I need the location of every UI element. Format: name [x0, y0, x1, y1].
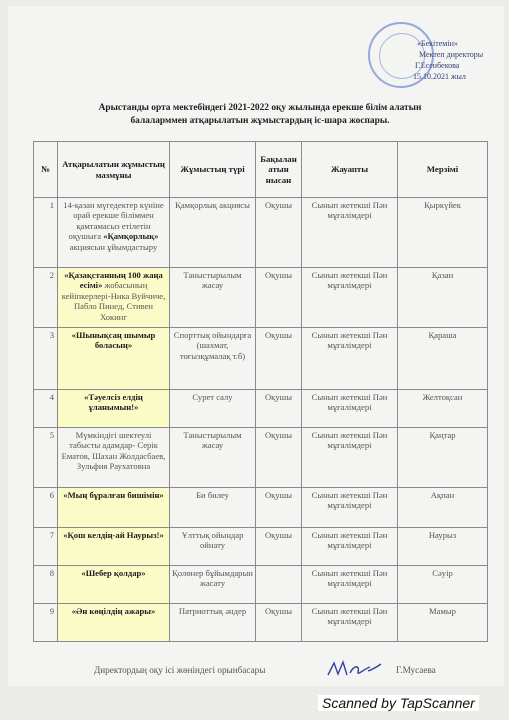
signer-position: Директордың оқу ісі жөніндегі орынбасары [94, 665, 266, 675]
table-row [34, 268, 488, 328]
header-control: Бақылан атын нысан [256, 142, 302, 198]
row-responsible: Сынып жетекші Пән мұғалімдері [302, 198, 398, 268]
approval-block [375, 38, 485, 82]
title-line: балаларммен атқарылатын жұмыстардың іс-шара жоспары. [130, 116, 390, 126]
row-type: Ұлттық ойындар ойнату [170, 528, 256, 566]
table-row [34, 390, 488, 428]
row-content: Мүмкіндігі шектеулі табысты адамдар- Серік Ематов, Шахан Жолдасбаев, Зульфия Раухатовна [58, 428, 170, 488]
row-content: «Шебер қолдар» [58, 566, 170, 604]
title-line: Арыстанды орта мектебіндегі 2021-2022 оқу жылында ерекше білім алатын [98, 103, 422, 113]
row-responsible: Сынып жетекші Пән мұғалімдері [302, 268, 398, 328]
approval-line: «Бекітемін» [417, 39, 458, 48]
scanner-watermark: Scanned by TapScanner [318, 695, 479, 711]
table-header-row [34, 142, 488, 198]
row-content: «Мың бұралған бишімін» [58, 488, 170, 528]
row-deadline: Қараша [398, 328, 488, 390]
row-number: 4 [34, 390, 58, 428]
approval-line: Г.Есенбекова [415, 61, 460, 70]
row-content: «Қазақстанның 100 жаңа есімі» жобасының кейіпкерлері-Ника Вуйчиче, Пабло Пинед, Стивен Хокинг [58, 268, 170, 328]
row-deadline: Қыркүйек [398, 198, 488, 268]
row-control [256, 566, 302, 604]
row-content: «Қош келдің-ай Наурыз!» [58, 528, 170, 566]
row-type: Би билеу [170, 488, 256, 528]
table-row [34, 428, 488, 488]
row-type: Таныстырылым жасау [170, 268, 256, 328]
approval-line: 15.10.2021 жыл [413, 72, 466, 81]
row-control: Оқушы [256, 488, 302, 528]
table-row [34, 528, 488, 566]
row-number: 9 [34, 604, 58, 642]
row-responsible: Сынып жетекші Пән мұғалімдері [302, 428, 398, 488]
row-deadline: Қазан [398, 268, 488, 328]
row-content: «Ән көңілдің ажары» [58, 604, 170, 642]
row-control: Оқушы [256, 428, 302, 488]
row-number: 8 [34, 566, 58, 604]
row-deadline: Қаңтар [398, 428, 488, 488]
row-responsible: Сынып жетекші Пән мұғалімдері [302, 488, 398, 528]
document-title [40, 102, 480, 128]
row-type: Патриоттық әндер [170, 604, 256, 642]
row-deadline: Сәуір [398, 566, 488, 604]
row-responsible: Сынып жетекші Пән мұғалімдері [302, 566, 398, 604]
table-row [34, 198, 488, 268]
row-number: 5 [34, 428, 58, 488]
row-control: Оқушы [256, 328, 302, 390]
row-type: Қамқорлық акциясы [170, 198, 256, 268]
row-content: «Тәуелсіз елдің ұланымын!» [58, 390, 170, 428]
row-deadline: Ақпан [398, 488, 488, 528]
row-number: 1 [34, 198, 58, 268]
table-row [34, 328, 488, 390]
table-row [34, 488, 488, 528]
header-number: № [34, 142, 58, 198]
activity-plan-table [33, 141, 488, 642]
row-control: Оқушы [256, 604, 302, 642]
row-control: Оқушы [256, 528, 302, 566]
row-control: Оқушы [256, 268, 302, 328]
row-responsible: Сынып жетекші Пән мұғалімдері [302, 528, 398, 566]
row-deadline: Желтоқсан [398, 390, 488, 428]
row-type: Қолөнер бұйымдарын жасату [170, 566, 256, 604]
row-responsible: Сынып жетекші Пән мұғалімдері [302, 328, 398, 390]
row-type: Сурет салу [170, 390, 256, 428]
row-content: «Шынықсаң шымыр боласың» [58, 328, 170, 390]
header-content: Атқарылатын жұмыстың мазмұны [58, 142, 170, 198]
row-number: 2 [34, 268, 58, 328]
approval-line: Мектеп директоры [419, 50, 484, 59]
handwritten-signature [324, 657, 384, 681]
row-control: Оқушы [256, 198, 302, 268]
row-number: 7 [34, 528, 58, 566]
row-deadline: Мамыр [398, 604, 488, 642]
table-row [34, 566, 488, 604]
row-type: Таныстырылым жасау [170, 428, 256, 488]
header-type: Жұмыстың түрі [170, 142, 256, 198]
row-number: 6 [34, 488, 58, 528]
table-row [34, 604, 488, 642]
row-type: Спорттық ойындарға (шахмат, тоғызқұмалақ т.б) [170, 328, 256, 390]
row-responsible: Сынып жетекші Пән мұғалімдері [302, 390, 398, 428]
row-deadline: Наурыз [398, 528, 488, 566]
header-deadline: Мерзімі [398, 142, 488, 198]
row-responsible: Сынып жетекші Пән мұғалімдері [302, 604, 398, 642]
row-control: Оқушы [256, 390, 302, 428]
row-number: 3 [34, 328, 58, 390]
signer-name: Г.Мусаева [396, 665, 436, 675]
row-content: 14-қазан мүгедектер күніне орай ерекше біліммен қамтамасыз етілетін оқушыға «Қамқорлық» акциясын ұйымдастыру [58, 198, 170, 268]
header-responsible: Жауапты [302, 142, 398, 198]
